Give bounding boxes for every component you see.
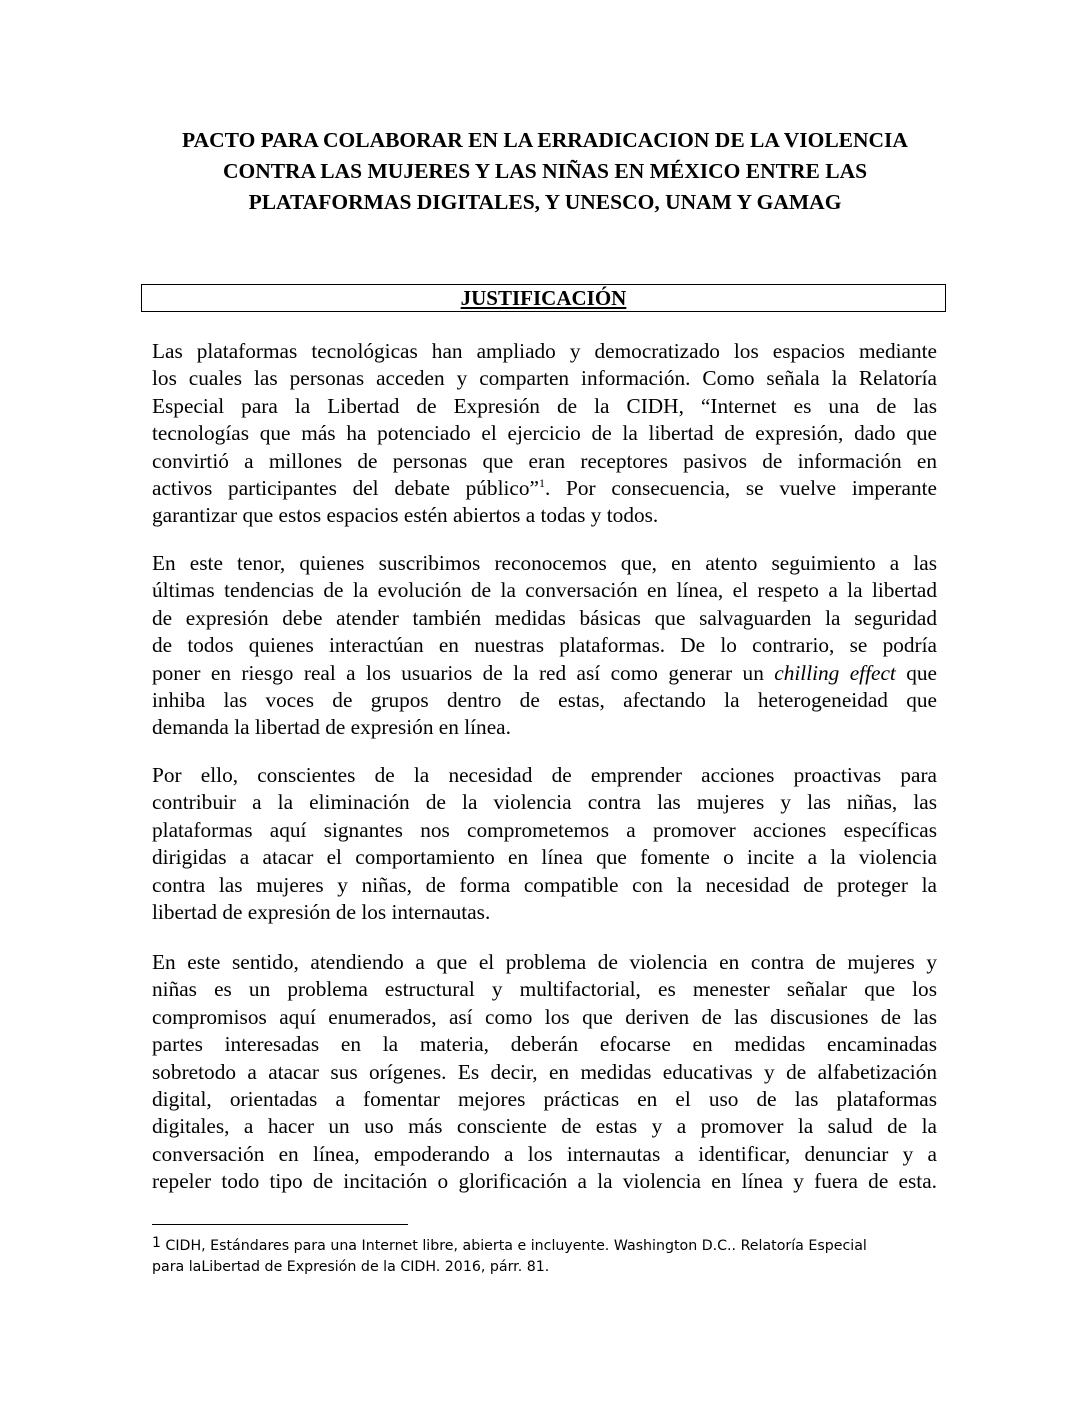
paragraph-line: En este tenor, quienes suscribimos reconocemos que, en atento seguimiento a las: [152, 551, 937, 575]
title-line: PACTO PARA COLABORAR EN LA ERRADICACION DE LA VIOLENCIA: [182, 128, 908, 152]
section-heading: JUSTIFICACIÓN: [460, 286, 627, 310]
paragraph-line: tecnologías que más ha potenciado el ejercicio de la libertad de expresión, dado que: [152, 421, 937, 446]
paragraph-line: compromisos aquí enumerados, así como los que deriven de las discusiones de las: [152, 1004, 937, 1029]
paragraph-line: conversación en línea, empoderando a los internautas a identificar, denunciar y a: [152, 1141, 937, 1166]
text-run: . Por consecuencia, se vuelve imperante: [544, 476, 937, 501]
paragraph-line: contra las mujeres y niñas, de forma compatible con la necesidad de proteger la: [152, 872, 937, 897]
text-run: que: [895, 660, 937, 685]
paragraph-line: garantizar que estos espacios estén abiertos a todas y todos.: [152, 503, 659, 528]
paragraph-line: Las plataformas tecnológicas han ampliado y democratizado los espacios mediante: [152, 339, 937, 363]
paragraph-line: [152, 660, 937, 687]
paragraph-2: [152, 550, 937, 742]
document-title: [150, 125, 940, 218]
paragraph-line: demanda la libertad de expresión en línea.: [152, 715, 511, 740]
paragraph-3: [152, 762, 937, 926]
paragraph-line: Por ello, conscientes de la necesidad de emprender acciones proactivas para: [152, 763, 937, 787]
footnote-separator: [152, 1224, 408, 1225]
footnote-text: CIDH, Estándares para una Internet libre, abierta e incluyente. Washington D.C.. Relatoría Especial: [160, 1238, 867, 1254]
footnote-line: [152, 1236, 932, 1257]
paragraph-line: inhiba las voces de grupos dentro de estas, afectando la heterogeneidad que: [152, 688, 937, 713]
paragraph-line: contribuir a la eliminación de la violencia contra las mujeres y las niñas, las: [152, 790, 937, 815]
paragraph-line: plataformas aquí signantes nos comprometemos a promover acciones específicas: [152, 817, 937, 842]
footnote-mark: 1: [152, 1235, 161, 1251]
paragraph-line: En este sentido, atendiendo a que el problema de violencia en contra de mujeres y: [152, 950, 937, 974]
title-line: CONTRA LAS MUJERES Y LAS NIÑAS EN MÉXICO ENTRE LAS: [222, 159, 868, 183]
footnote-reference[interactable]: 1: [538, 475, 545, 490]
section-heading-box: [141, 284, 946, 312]
text-run: poner en riesgo real a los usuarios de la red así como generar un: [152, 660, 775, 685]
paragraph-line: partes interesadas en la materia, deberán efocarse en medidas encaminadas: [152, 1032, 937, 1057]
paragraph-line: dirigidas a atacar el comportamiento en línea que fomente o incite a la violencia: [152, 845, 937, 870]
paragraph-line: de todos quienes interactúan en nuestras plataformas. De lo contrario, se podría: [152, 633, 937, 658]
footnote: [152, 1236, 932, 1278]
italic-term: chilling effect: [774, 660, 896, 685]
paragraph-line: repeler todo tipo de incitación o glorificación a la violencia en línea y fuera de esta.: [152, 1169, 937, 1194]
paragraph-line: [152, 475, 937, 502]
paragraph-line: niñas es un problema estructural y multifactorial, es menester señalar que los: [152, 977, 937, 1002]
text-run: activos participantes del debate público”: [152, 476, 539, 501]
paragraph-line: digitales, a hacer un uso más consciente de estas y a promover la salud de la: [152, 1114, 937, 1139]
paragraph-line: digital, orientadas a fomentar mejores prácticas en el uso de las plataformas: [152, 1087, 937, 1112]
footnote-line: para laLibertad de Expresión de la CIDH. 2016, párr. 81.: [152, 1259, 550, 1275]
paragraph-line: convirtió a millones de personas que eran receptores pasivos de información en: [152, 448, 937, 473]
title-line: PLATAFORMAS DIGITALES, Y UNESCO, UNAM Y GAMAG: [248, 190, 842, 214]
paragraph-line: los cuales las personas acceden y comparten información. Como señala la Relatoría: [152, 366, 937, 391]
paragraph-line: últimas tendencias de la evolución de la conversación en línea, el respeto a la libertad: [152, 578, 937, 603]
paragraph-4: [152, 949, 937, 1196]
paragraph-line: Especial para la Libertad de Expresión de la CIDH, “Internet es una de las: [152, 393, 937, 418]
paragraph-line: de expresión debe atender también medidas básicas que salvaguarden la seguridad: [152, 605, 937, 630]
paragraph-line: sobretodo a atacar sus orígenes. Es decir, en medidas educativas y de alfabetización: [152, 1059, 937, 1084]
paragraph-1: [152, 338, 937, 530]
paragraph-line: libertad de expresión de los internautas.: [152, 900, 491, 925]
